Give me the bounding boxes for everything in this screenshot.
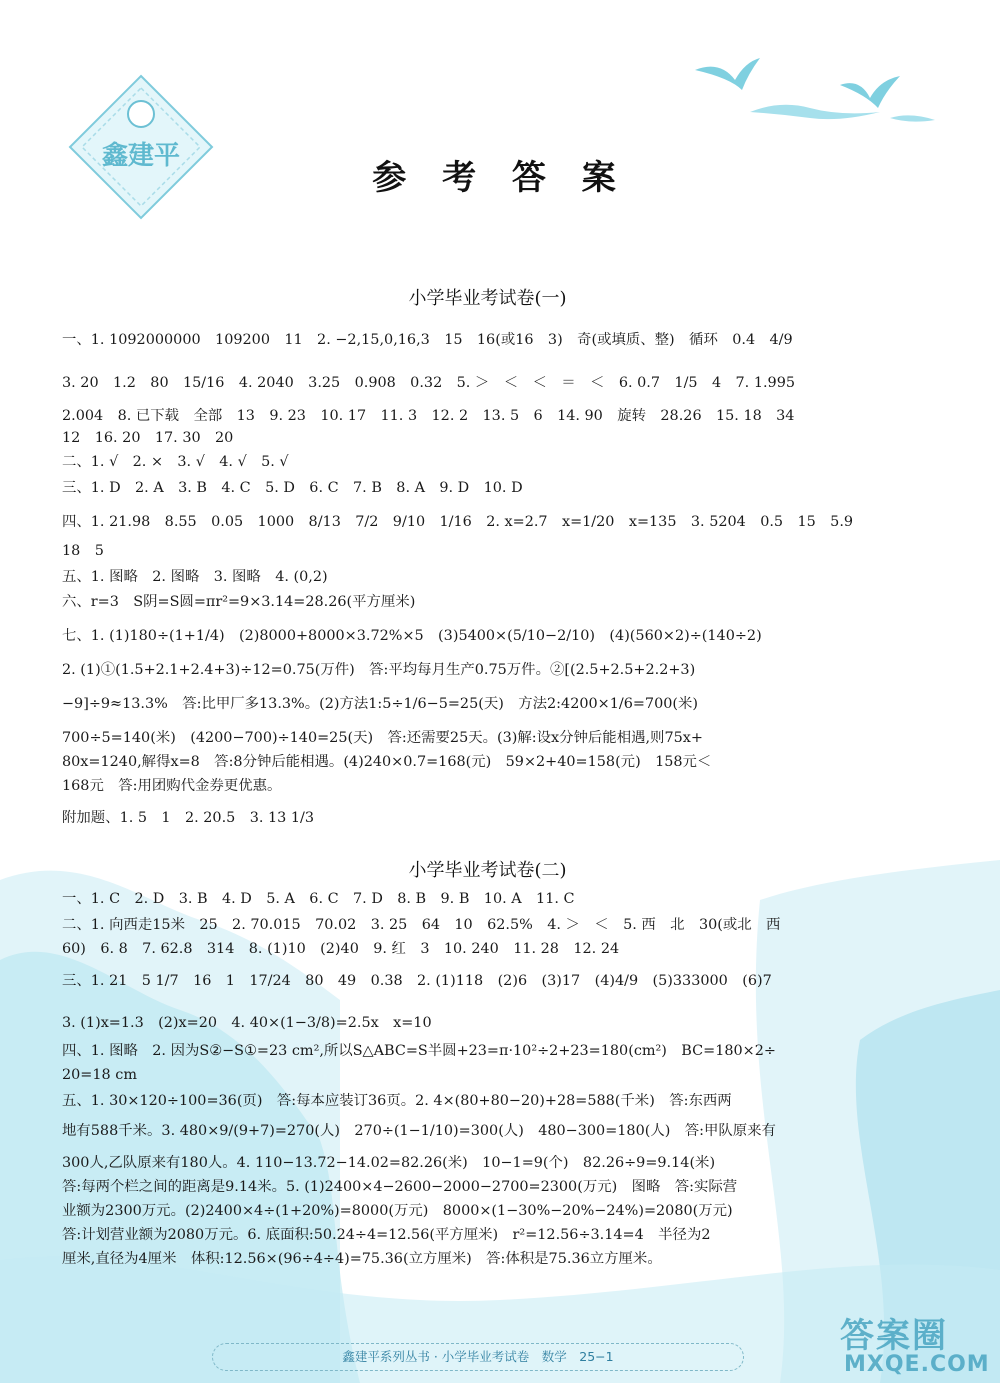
answer-line: 2. (1)①(1.5+2.1+2.4+3)÷12=0.75(万件) 答:平均每月生产0.75万件。②[(2.5+2.5+2.2+3) xyxy=(62,662,696,678)
answer-line: 答:计划营业额为2080万元。6. 底面积:50.24÷4=12.56(平方厘米) r²=12.56÷3.14=4 半径为2 xyxy=(62,1227,711,1243)
answer-line: 168元 答:用团购代金券更优惠。 xyxy=(62,778,282,794)
section-1-answers xyxy=(62,320,912,840)
section-2-title: 小学毕业考试卷(二) xyxy=(408,860,567,881)
answer-line: 二、1. √ 2. × 3. √ 4. √ 5. √ xyxy=(62,454,289,470)
section-1-title: 小学毕业考试卷(一) xyxy=(408,288,567,309)
answer-line: −9]÷9≈13.3% 答:比甲厂多13.3%。(2)方法1:5÷1/6−5=25(天) 方法2:4200×1/6=700(米) xyxy=(62,696,699,712)
answer-line: 2.004 8. 已下载 全部 13 9. 23 10. 17 11. 3 12. 2 13. 5 6 14. 90 旋转 28.26 15. 18 34 xyxy=(62,408,795,424)
answer-line: 二、1. 向西走15米 25 2. 70.015 70.02 3. 25 64 10 62.5% 4. ＞ ＜ 5. 西 北 30(或北 西 xyxy=(62,917,781,933)
answer-line: 答:每两个栏之间的距离是9.14米。5. (1)2400×4−2600−2000−2700=2300(万元) 图略 答:实际营 xyxy=(62,1179,738,1195)
answer-line: 3. 20 1.2 80 15/16 4. 2040 3.25 0.908 0.32 5. ＞ ＜ ＜ ＝ ＜ 6. 0.7 1/5 4 7. 1.995 xyxy=(62,375,796,391)
watermark xyxy=(822,1308,994,1378)
answer-line: 附加题、1. 5 1 2. 20.5 3. 13 1/3 xyxy=(62,810,315,826)
answer-line: 厘米,直径为4厘米 体积:12.56×(96÷4÷4)=75.36(立方厘米) 答:体积是75.36立方厘米。 xyxy=(62,1251,662,1267)
answer-line: 七、1. (1)180÷(1+1/4) (2)8000+8000×3.72%×5 (3)5400×(5/10−2/10) (4)(560×2)÷(140÷2) xyxy=(62,628,762,644)
answer-line: 五、1. 30×120÷100=36(页) 答:每本应装订36页。2. 4×(80+80−20)+28=588(千米) 答:东西两 xyxy=(62,1093,732,1109)
logo-text: 鑫建平 xyxy=(101,141,181,171)
watermark-main: 答案圈 xyxy=(840,1316,948,1356)
watermark-sub: MXQE.COM xyxy=(844,1352,990,1377)
answer-line: 四、1. 21.98 8.55 0.05 1000 8/13 7/2 9/10 1/16 2. x=2.7 x=1/20 x=135 3. 5204 0.5 15 5.9 xyxy=(62,514,854,530)
answer-line: 700÷5=140(米) (4200−700)÷140=25(天) 答:还需要25天。(3)解:设x分钟后能相遇,则75x+ xyxy=(62,730,703,746)
answer-line: 12 16. 20 17. 30 20 xyxy=(62,430,234,446)
page-footer: 鑫建平系列丛书 · 小学毕业考试卷 数学 25−1 xyxy=(212,1343,744,1371)
answer-line: 3. (1)x=1.3 (2)x=20 4. 40×(1−3/8)=2.5x x=10 xyxy=(62,1015,432,1031)
page-title: 参 考 答 案 xyxy=(372,158,628,198)
birds-decoration xyxy=(690,50,940,140)
answer-line: 四、1. 图略 2. 因为S②−S①=23 cm²,所以S△ABC=S半圆+23=π·10²÷2+23=180(cm²) BC=180×2÷ xyxy=(62,1043,776,1059)
answer-line: 18 5 xyxy=(62,543,104,559)
answer-line: 300人,乙队原来有180人。4. 110−13.72−14.02=82.26(米) 10−1=9(个) 82.26÷9=9.14(米) xyxy=(62,1155,716,1171)
answer-line: 三、1. D 2. A 3. B 4. C 5. D 6. C 7. B 8. A 9. D 10. D xyxy=(62,480,523,496)
answer-line: 一、1. C 2. D 3. B 4. D 5. A 6. C 7. D 8. B 9. B 10. A 11. C xyxy=(62,891,575,907)
answer-line: 五、1. 图略 2. 图略 3. 图略 4. (0,2) xyxy=(62,569,328,585)
answer-line: 一、1. 1092000000 109200 11 2. −2,15,0,16,3 15 16(或16 3) 奇(或填质、整) 循环 0.4̇ 4/9 xyxy=(62,332,793,348)
answer-line: 60) 6. 8 7. 62.8 314 8. (1)10 (2)40 9. 红 3 10. 240 11. 28 12. 24 xyxy=(62,941,620,957)
answer-line: 六、r=3 S阴=S圆=πr²=9×3.14=28.26(平方厘米) xyxy=(62,594,416,610)
answer-line: 业额为2300万元。(2)2400×4÷(1+20%)=8000(万元) 8000×(1−30%−20%−24%)=2080(万元) xyxy=(62,1203,733,1219)
answer-line: 80x=1240,解得x=8 答:8分钟后能相遇。(4)240×0.7=168(元) 59×2+40=158(元) 158元＜ xyxy=(62,754,712,770)
answer-line: 三、1. 21 5 1/7 16 1 17/24 80 49 0.38 2. (1)118 (2)6 (3)17 (4)4/9 (5)333000 (6)7 xyxy=(62,973,772,989)
publisher-logo xyxy=(66,72,216,222)
answer-line: 地有588千米。3. 480×9/(9+7)=270(人) 270÷(1−1/10)=300(人) 480−300=180(人) 答:甲队原来有 xyxy=(62,1123,776,1139)
answer-line: 20=18 cm xyxy=(62,1067,137,1083)
section-2-answers xyxy=(62,885,912,1285)
